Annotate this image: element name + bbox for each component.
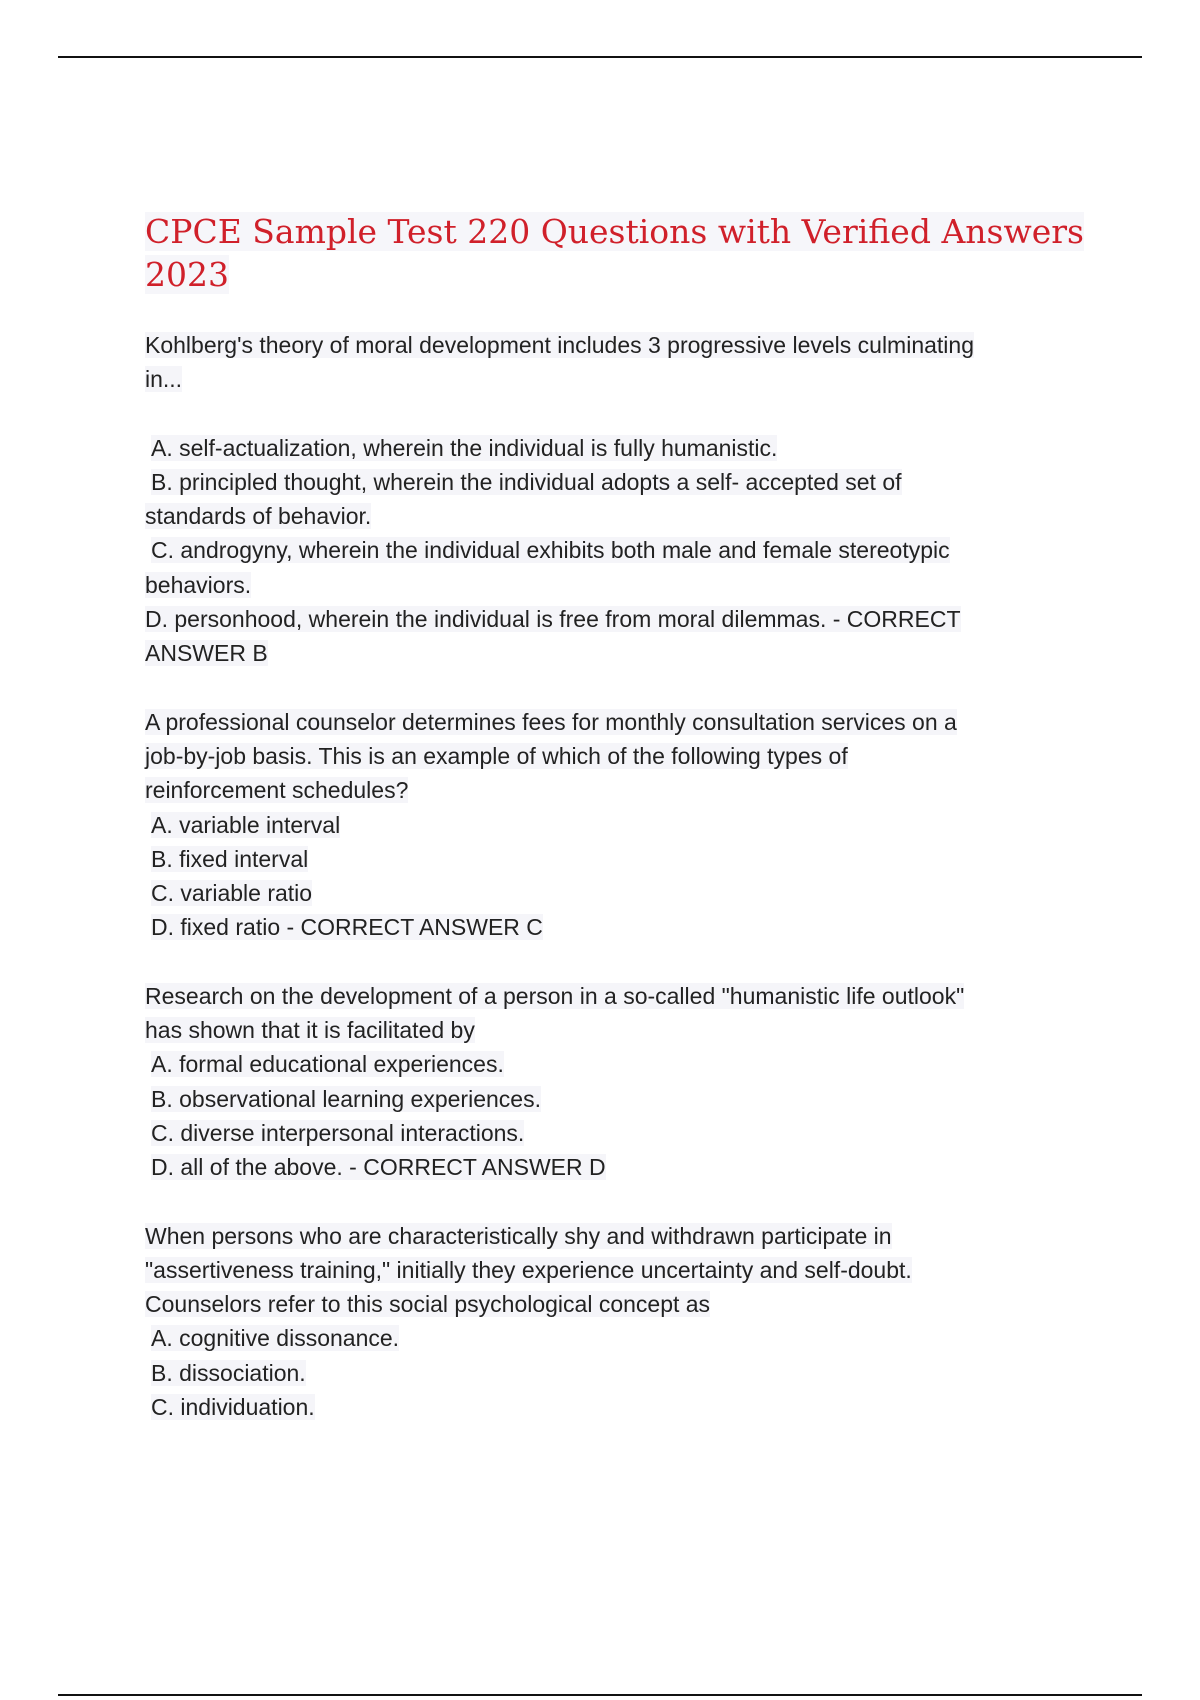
answer-option: B. principled thought, wherein the individual adopts a self- accepted set of [151, 468, 902, 495]
question-3 [145, 979, 1085, 1185]
correct-answer: ANSWER B [145, 640, 268, 667]
question-stem-line: has shown that it is facilitated by [145, 1017, 475, 1044]
title-line-1: CPCE Sample Test 220 Questions with Verified Answers [145, 212, 1084, 251]
answer-option: C. androgyny, wherein the individual exhibits both male and female stereotypic [151, 537, 950, 564]
answer-option: A. variable interval [151, 811, 341, 838]
answer-option: D. all of the above. - CORRECT ANSWER D [151, 1154, 606, 1181]
question-stem-line: "assertiveness training," initially they experience uncertainty and self-doubt. [145, 1256, 912, 1283]
answer-option: B. observational learning experiences. [151, 1085, 541, 1112]
answer-option: A. cognitive dissonance. [151, 1325, 400, 1352]
question-stem-line: When persons who are characteristically shy and withdrawn participate in [145, 1222, 892, 1249]
question-stem-line: Kohlberg's theory of moral development includes 3 progressive levels culminating [145, 332, 974, 358]
answer-option-continued: standards of behavior. [145, 503, 372, 530]
question-2 [145, 705, 1085, 945]
question-stem-line: A professional counselor determines fees for monthly consultation services on a [145, 708, 957, 735]
header-rule [58, 56, 1142, 58]
answer-option: D. fixed ratio - CORRECT ANSWER C [151, 914, 543, 941]
question-4 [145, 1219, 1085, 1425]
answer-option: C. diverse interpersonal interactions. [151, 1119, 525, 1146]
answer-option: A. formal educational experiences. [151, 1051, 504, 1078]
answer-option: B. dissociation. [151, 1359, 306, 1386]
question-1 [145, 328, 1085, 671]
question-stem-line: Research on the development of a person in a so-called "humanistic life outlook" [145, 982, 965, 1009]
question-stem-line: job-by-job basis. This is an example of which of the following types of [145, 742, 848, 769]
answer-option: C. variable ratio [151, 880, 313, 907]
answer-option: D. personhood, wherein the individual is free from moral dilemmas. - CORRECT [145, 606, 961, 633]
question-stem-line: Counselors refer to this social psychological concept as [145, 1291, 711, 1318]
question-stem-line: reinforcement schedules? [145, 777, 409, 804]
answer-option: C. individuation. [151, 1394, 315, 1421]
question-stem-line: in... [145, 366, 183, 393]
answer-option: A. self-actualization, wherein the individual is fully humanistic. [151, 434, 778, 461]
answer-option: B. fixed interval [151, 845, 309, 872]
document-title [145, 210, 1085, 296]
document-body [145, 210, 1085, 1424]
title-line-2: 2023 [145, 255, 229, 294]
answer-option-continued: behaviors. [145, 571, 252, 598]
footer-rule [58, 1694, 1142, 1696]
